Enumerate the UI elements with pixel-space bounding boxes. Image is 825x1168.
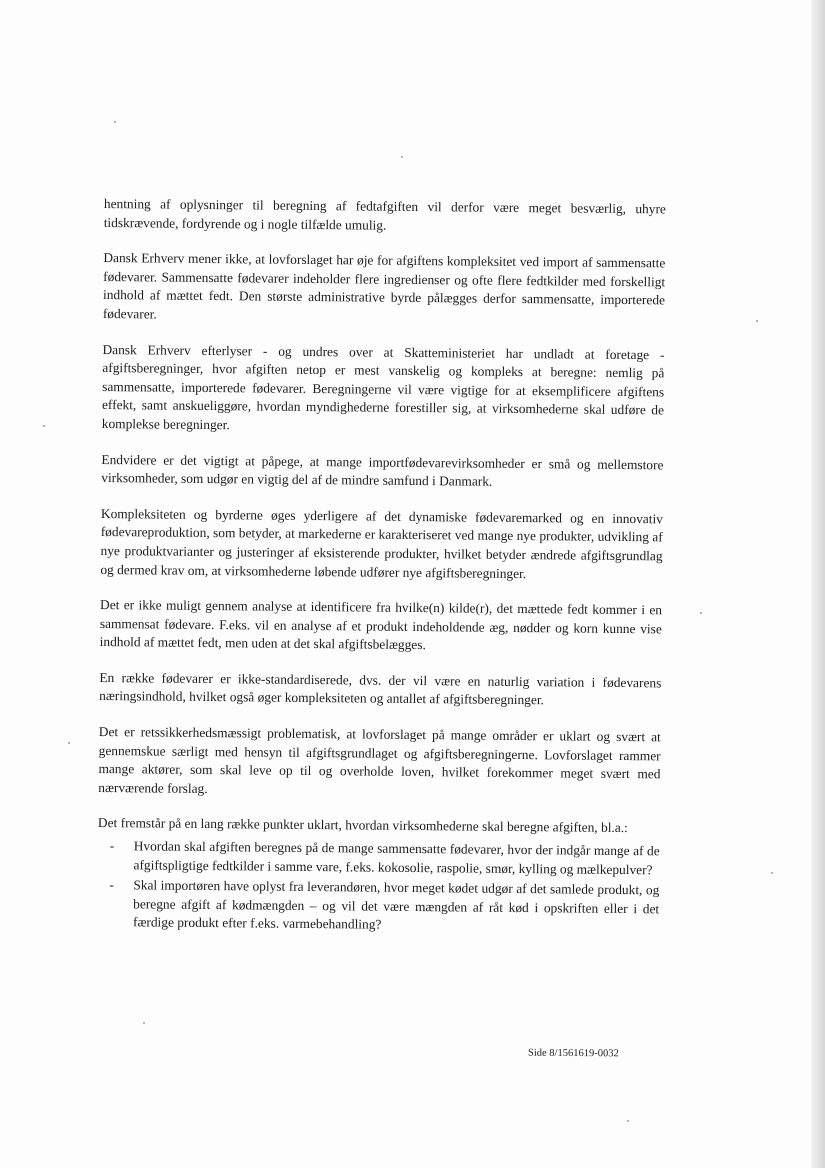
bullet-list bbox=[97, 837, 660, 937]
paragraph: Det er ikke muligt gennem analyse at identificere fra hvilke(n) kilde(r), det mættede fedt kommer i en sammensat fødevare. F.eks. vil en analyse af et produkt indeholdende æg, nødder og korn kunne vise indhold af mættet fedt, men uden at det skal afgiftsbelægges. bbox=[99, 597, 663, 653]
scan-speck bbox=[43, 425, 45, 427]
paragraph: Det er retssikkerhedsmæssigt problematisk, at lovforslaget på mange områder er uklart og svært at gennemskue særligt med hensyn til afgiftsgrundlaget og afgiftsberegningerne. Lovforslaget rammer mange aktører, som skal leve op til og overholde loven, hvilket forekommer meget svært med nærværende forslag. bbox=[98, 724, 661, 796]
list-item bbox=[97, 837, 659, 880]
scan-speck bbox=[68, 742, 70, 744]
scan-speck bbox=[627, 1120, 629, 1122]
bullet-dash: - bbox=[109, 838, 115, 854]
paragraph: Dansk Erhverv efterlyser - og undres over at Skatteministeriet har undladt at foretage - afgiftsberegninger, hvor afgiften netop er mest vanskelig og kompleks at beregne: nemlig på sammensatte, importerede fødevarer. Beregningerne vil være vigtige for at eksemplificere afgiftens effekt, samt anskueliggøre, hvordan myndighederne forestiller sig, at virksomhederne skal udføre de komplekse beregninger. bbox=[101, 341, 665, 433]
list-item-text: Skal importøren have oplyst fra leverandøren, hvor meget kødet udgør af det samlede produkt, og beregne afgift af kødmængden – og vil det være mængden af råt kød i opskriften eller i det færdige produkt efter f.eks. varmebehandling? bbox=[132, 877, 660, 933]
page-footer: Side 8/1561619-0032 bbox=[527, 1047, 619, 1060]
scan-speck bbox=[771, 872, 773, 874]
list-item-text: Hvordan skal afgiften beregnes på de mange sammensatte fødevarer, hvor der indgår mange af de afgiftspligtige fedtkilder i samme vare, f.eks. kokosolie, raspolie, smør, kylling og mælkepulver? bbox=[133, 838, 660, 877]
scan-speck bbox=[143, 1022, 145, 1024]
scan-speck bbox=[401, 156, 403, 158]
scan-speck bbox=[114, 121, 116, 123]
scan-speck bbox=[756, 320, 758, 322]
scan-edge-shadow bbox=[811, 0, 825, 1168]
list-item bbox=[97, 876, 660, 937]
paragraph: hentning af oplysninger til beregning af fedtafgiften vil derfor være meget besværlig, uhyre tidskrævende, fordyrende og i nogle tilfælde umulig. bbox=[103, 195, 666, 233]
scan-speck bbox=[700, 612, 702, 614]
list-intro: Det fremstår på en lang række punkter uklart, hvordan virksomhederne skal beregne afgiften, bl.a.: bbox=[97, 815, 628, 836]
paragraph: Dansk Erhverv mener ikke, at lovforslaget har øje for afgiftens kompleksitet ved import af sammensatte fødevarer. Sammensatte fødevarer indeholder flere ingredienser og ofte flere fedtkilder med forskelligt indhold af mættet fedt. Den største administrative byrde pålægges derfor sammensatte, importerede fødevarer. bbox=[102, 250, 666, 322]
paragraph: En række fødevarer er ikke-standardiserede, dvs. der vil være en naturlig variation i fødevarens næringsindhold, hvilket også øger kompleksiteten og antallet af afgiftsberegninger. bbox=[99, 669, 662, 708]
paragraph: Endvidere er det vigtigt at påpege, at mange importfødevarevirksomheder er små og mellemstore virksomheder, som udgør en vigtig del af de mindre samfund i Danmark. bbox=[101, 451, 664, 489]
paragraph: Kompleksiteten og byrderne øges yderligere af det dynamiske fødevaremarked og en innovativ fødevareproduktion, som betyder, at markederne er karakteriseret ved mange nye produkter, udvikling af nye produktvarianter og justeringer af eksisterende produkter, hvilket betyder ændrede afgiftsgrundlag og dermed krav om, at virksomhederne løbende udfører nye afgiftsberegninger. bbox=[100, 505, 663, 581]
bullet-dash: - bbox=[109, 877, 114, 893]
document-body bbox=[97, 195, 666, 939]
